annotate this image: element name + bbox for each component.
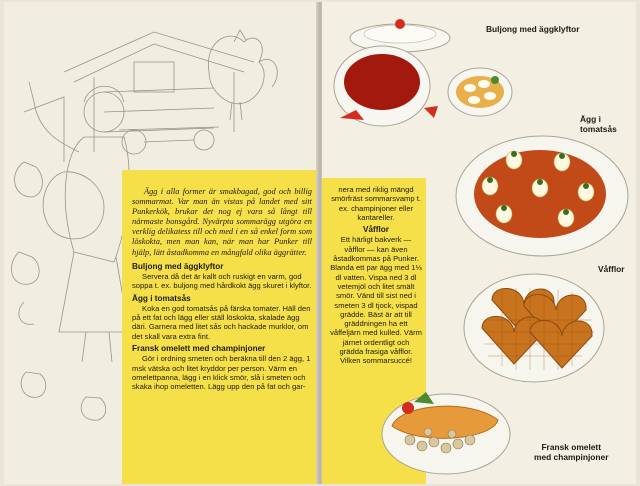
caption-waffles: Våfflor (598, 264, 625, 274)
section-body-soup: Servera då det är kallt och ruskigt en varm, god soppa t. ex. buljong med hårdkokt ägg skuret i klyftor. (132, 271, 312, 291)
section-heading-soup: Buljong med äggklyftor (132, 261, 224, 271)
omelette-continued-text: nera med riklig mängd smörfräst sommarsvamp t. ex. champinjoner eller kantareller. (331, 185, 421, 222)
right-text-column (330, 185, 422, 366)
omelette-champignons-illustration (380, 384, 514, 478)
caption-soup: Buljong med äggklyftor (486, 24, 580, 34)
section-body-waffles: Ett härligt bakverk — våfflor — kan även åstadkommas på Punker. Blanda ett par ägg med 1⅓ dl vatten. Vispa ned 3 dl vetemjöl och litet smält smör. Vänd till sist ned i smeten 3 dl tjock, vispad grädde. Bäst är att till gräddningen ha ett våffeljärn med kulled. Värm järnet ordentligt och grädda frasiga våfflor. Vilken sommarsuccé! (330, 235, 422, 366)
eggs-tomato-sauce-illustration (454, 130, 634, 260)
intro-paragraph: Ägg i alla former är smakbagad, god och billig sommarmat. Var man än vistas på landet med sitt Punkerkök, brukar det nog ej vara så långt till närmaste bonsgård. Nyvärpta sommarägg utgöra en verklig delikatess till och med i en så enkel form som löskokta, men man kan, när man har Punker till hjälp, lätt åstadkomma en mångfald olika äggrätter. (132, 187, 312, 257)
left-page (4, 2, 318, 484)
section-heading-eggs: Ägg i tomatsås (132, 293, 191, 303)
section-heading-waffles: Våfflor (363, 225, 389, 235)
section-body-omelette: Gör i ordning smeten och beräkna till den 2 ägg, 1 msk vätska och litet kryddor per person. Värm en omelettpanna, lägg i en klick smör, slå i smeten och skaka ihop omeletten. Lägg upp den på fat och gar- (132, 354, 311, 392)
caption-eggs: Ägg i tomatsås (580, 114, 617, 134)
section-heading-omelette: Fransk omelett med champinjoner (132, 344, 266, 354)
right-page (322, 2, 636, 484)
caption-omelette (534, 442, 608, 462)
section-body-eggs: Koka en god tomatsås på färska tomater. Häll den på ett fat och lägg eller ställ löskokta, skalade ägg däri. Garnera med litet sås och hackade murklor, om det skall vara extra fint. (132, 303, 311, 341)
left-text-column (132, 187, 312, 392)
caption-omelette-line1: Fransk omelett (541, 442, 602, 452)
waffles-illustration (462, 270, 608, 386)
caption-omelette-line2: med champinjoner (534, 452, 609, 462)
